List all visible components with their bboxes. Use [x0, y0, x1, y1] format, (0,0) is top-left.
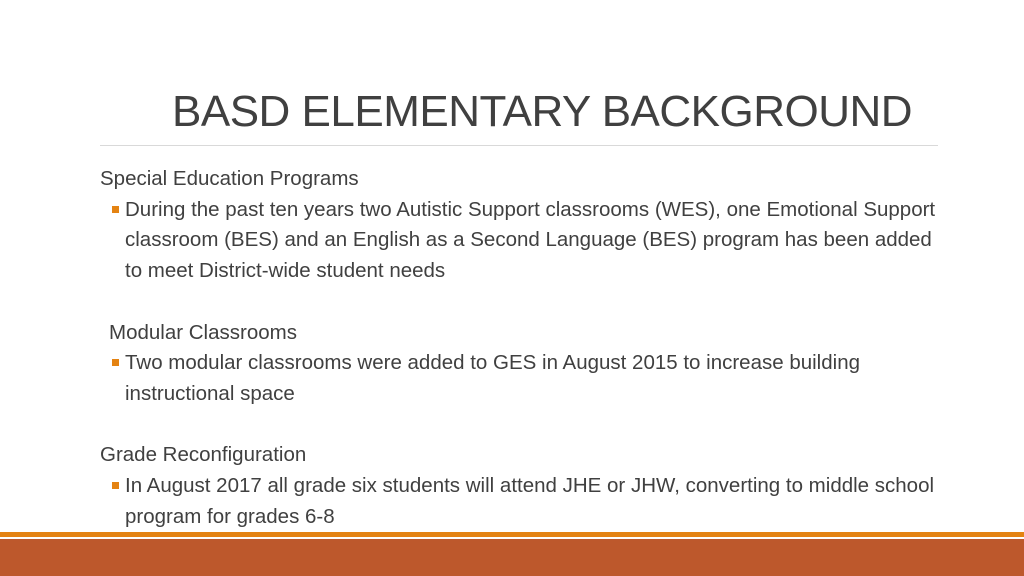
section-heading-modular-classrooms: Modular Classrooms: [109, 320, 297, 344]
bullet-text: In August 2017 all grade six students will attend JHE or JHW, converting to middle school program for grades 6-8: [125, 474, 935, 528]
spacer: [100, 410, 950, 441]
slide-title: BASD ELEMENTARY BACKGROUND: [172, 87, 913, 136]
bullet-text: During the past ten years two Autistic Support classrooms (WES), one Emotional Support classroom (BES) and an English as a Second Language (BES) program has been added to meet District-wide student needs: [125, 197, 936, 283]
bullet-item: [100, 471, 950, 532]
section-heading-special-education: Special Education Programs: [100, 167, 359, 190]
bullet-item: [100, 348, 950, 409]
footer-bar: [0, 539, 1024, 576]
spacer: [100, 287, 950, 318]
bullet-item: [100, 195, 950, 287]
square-bullet-icon: [112, 482, 119, 489]
square-bullet-icon: [112, 206, 119, 213]
bullet-text: Two modular classrooms were added to GES in August 2015 to increase building instructional space: [125, 351, 860, 405]
section-heading-grade-reconfiguration: Grade Reconfiguration: [100, 443, 307, 467]
title-divider: [100, 145, 938, 146]
square-bullet-icon: [112, 359, 119, 366]
footer-accent-line: [0, 532, 1024, 537]
slide-body: [100, 164, 950, 532]
